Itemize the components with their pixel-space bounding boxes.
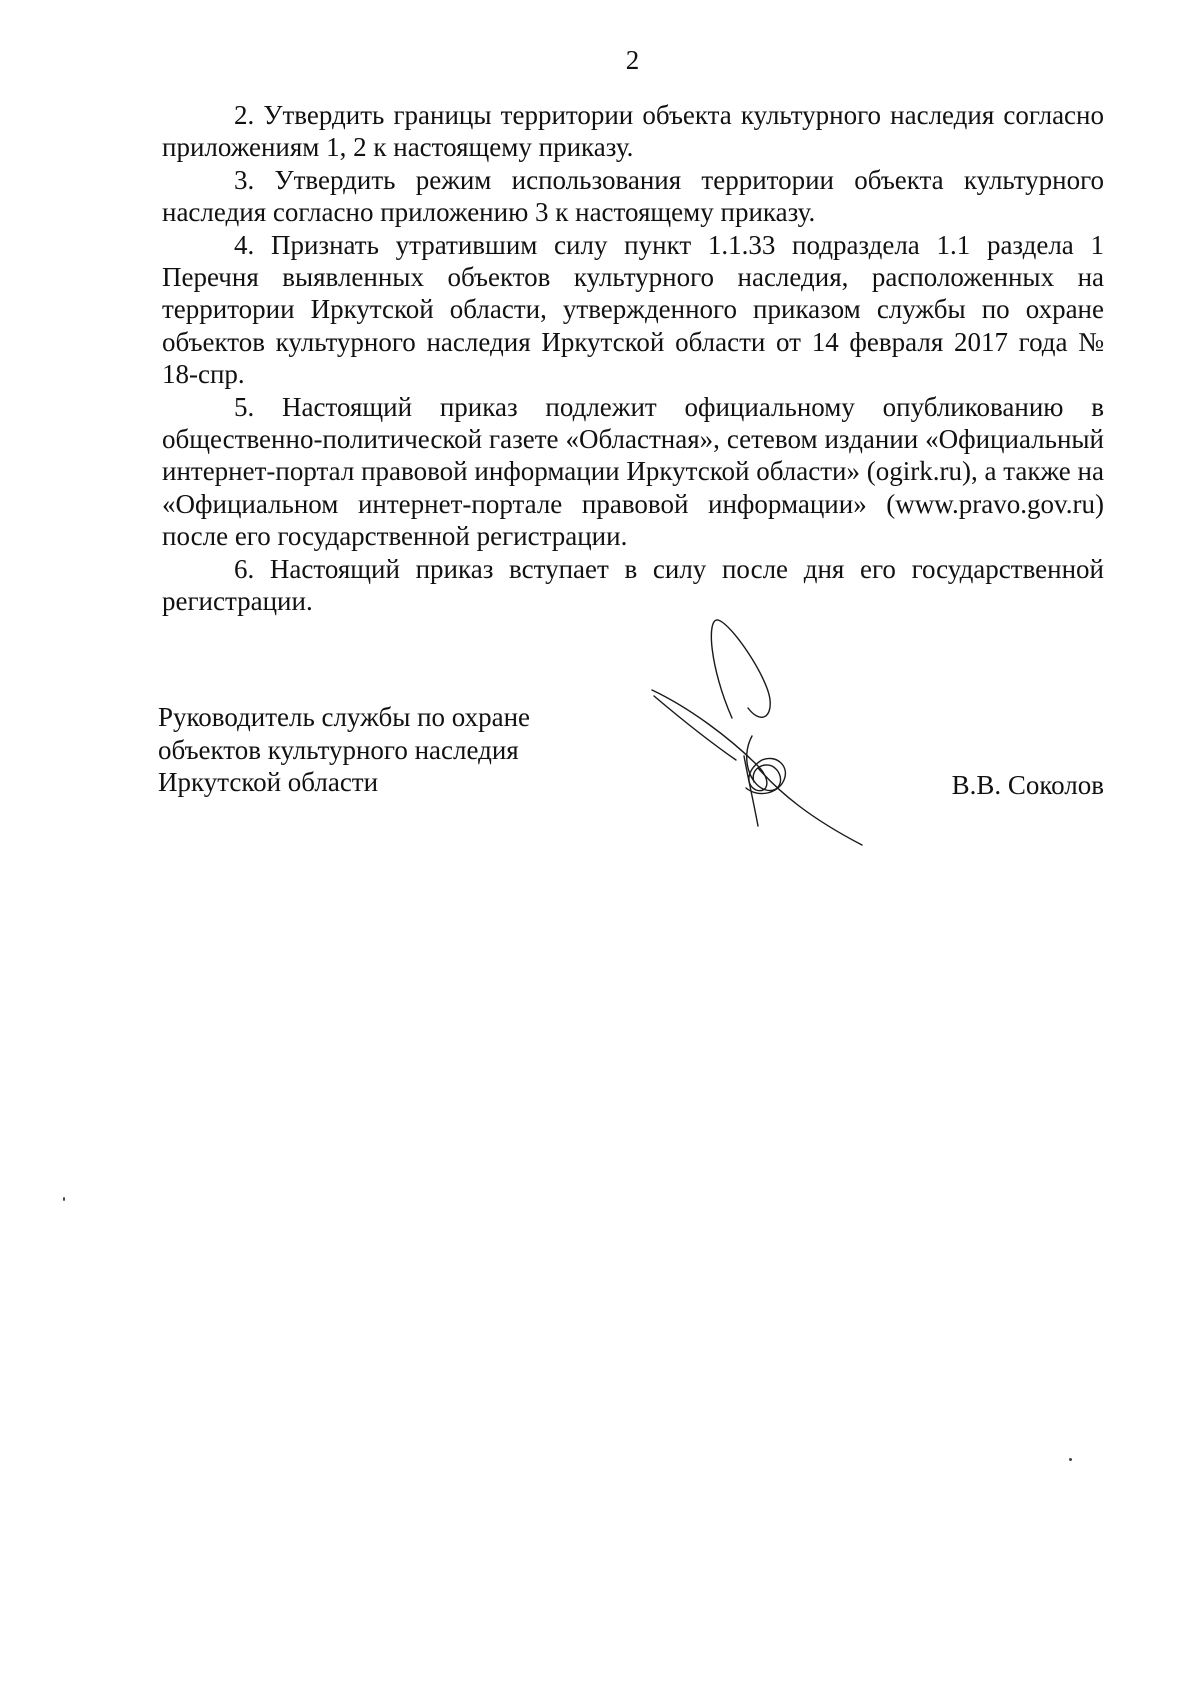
page-number: 2 bbox=[625, 45, 640, 75]
scan-speck bbox=[1069, 1458, 1072, 1461]
document-body bbox=[162, 99, 1104, 618]
signer-name: В.В. Соколов bbox=[951, 770, 1104, 800]
signer-position-line: объектов культурного наследия bbox=[158, 734, 519, 765]
paragraph-3: 3. Утвердить режим использования территории объекта культурного наследия согласно приложению 3 к настоящему приказу. bbox=[162, 164, 1104, 228]
signer-position-line: Иркутской области bbox=[158, 767, 379, 797]
paragraph-2: 2. Утвердить границы территории объекта культурного наследия согласно приложениям 1, 2 к настоящему приказу. bbox=[162, 100, 1104, 163]
paragraph-4: 4. Признать утратившим силу пункт 1.1.33 подраздела 1.1 раздела 1 Перечня выявленных объектов культурного наследия, расположенных на территории Иркутской области, утвержденного приказом службы по охране объектов культурного наследия Иркутской области от 14 февраля 2017 года № 18-спр. bbox=[162, 229, 1104, 390]
paragraph-6: 6. Настоящий приказ вступает в силу после дня его государственной регистрации. bbox=[162, 553, 1104, 617]
scan-speck bbox=[63, 1197, 65, 1201]
signer-position-line: Руководитель службы по охране bbox=[158, 702, 531, 732]
handwritten-signature-icon bbox=[640, 608, 880, 853]
signer-position bbox=[158, 701, 530, 799]
paragraph-5: 5. Настоящий приказ подлежит официальному опубликованию в общественно-политической газете «Областная», сетевом издании «Официальный интернет-портал правовой информации Иркутской области» (ogirk.ru), а также на «Официальном интернет-портале правовой информации» (www.pravo.gov.ru) после его государственной регистрации. bbox=[162, 391, 1104, 552]
